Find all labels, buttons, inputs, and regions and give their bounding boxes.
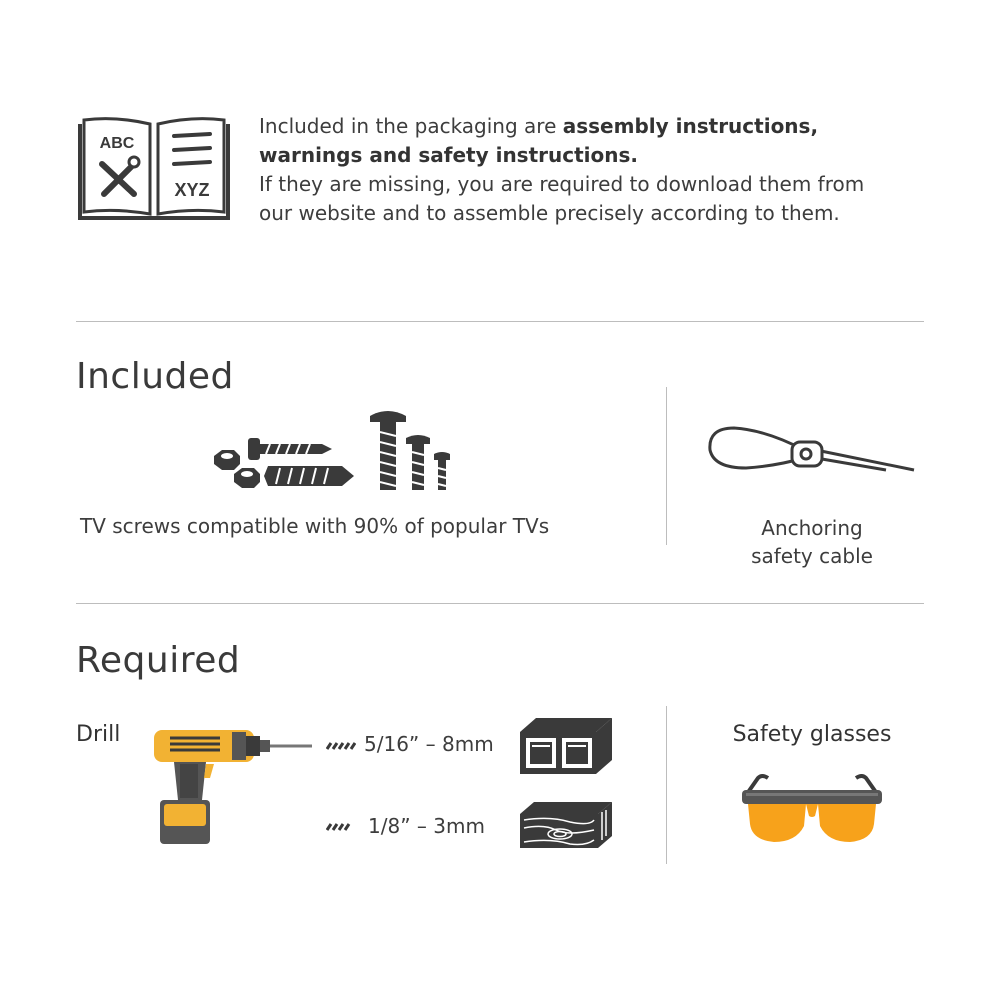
drill-icon — [150, 724, 316, 848]
intro-line1-plain: Included in the packaging are — [259, 114, 563, 138]
required-vertical-divider — [666, 706, 667, 864]
divider-top — [76, 321, 924, 322]
intro-line4: our website and to assemble precisely according to them. — [259, 201, 840, 225]
glasses-label: Safety glasses — [732, 722, 892, 747]
divider-middle — [76, 603, 924, 604]
safety-glasses-icon — [740, 772, 884, 846]
drill-bit-small-icon — [326, 823, 352, 831]
bit2-label: 1/8” – 3mm — [368, 814, 485, 838]
required-title: Required — [76, 640, 241, 681]
included-vertical-divider — [666, 387, 667, 545]
screws-icon — [212, 408, 462, 492]
manual-book-icon — [76, 116, 232, 224]
included-title: Included — [76, 356, 234, 397]
wood-icon — [520, 800, 612, 850]
drill-label: Drill — [76, 722, 121, 747]
intro-line2-bold: warnings and safety instructions. — [259, 143, 639, 167]
book-left-text: ABC — [99, 135, 135, 152]
safety-cable-icon — [706, 420, 918, 484]
intro-line3: If they are missing, you are required to download them from — [259, 172, 865, 196]
drill-bit-icon — [326, 742, 356, 750]
cable-caption-line2: safety cable — [751, 544, 873, 568]
intro-text — [259, 112, 939, 228]
intro-line1-bold: assembly instructions, — [562, 114, 819, 138]
screws-caption: TV screws compatible with 90% of popular TVs — [80, 514, 550, 538]
bit1-label: 5/16” – 8mm — [364, 732, 494, 756]
book-right-text: XYZ — [174, 180, 210, 200]
cable-caption — [712, 514, 912, 570]
cable-caption-line1: Anchoring — [761, 516, 863, 540]
brick-icon — [520, 716, 612, 776]
